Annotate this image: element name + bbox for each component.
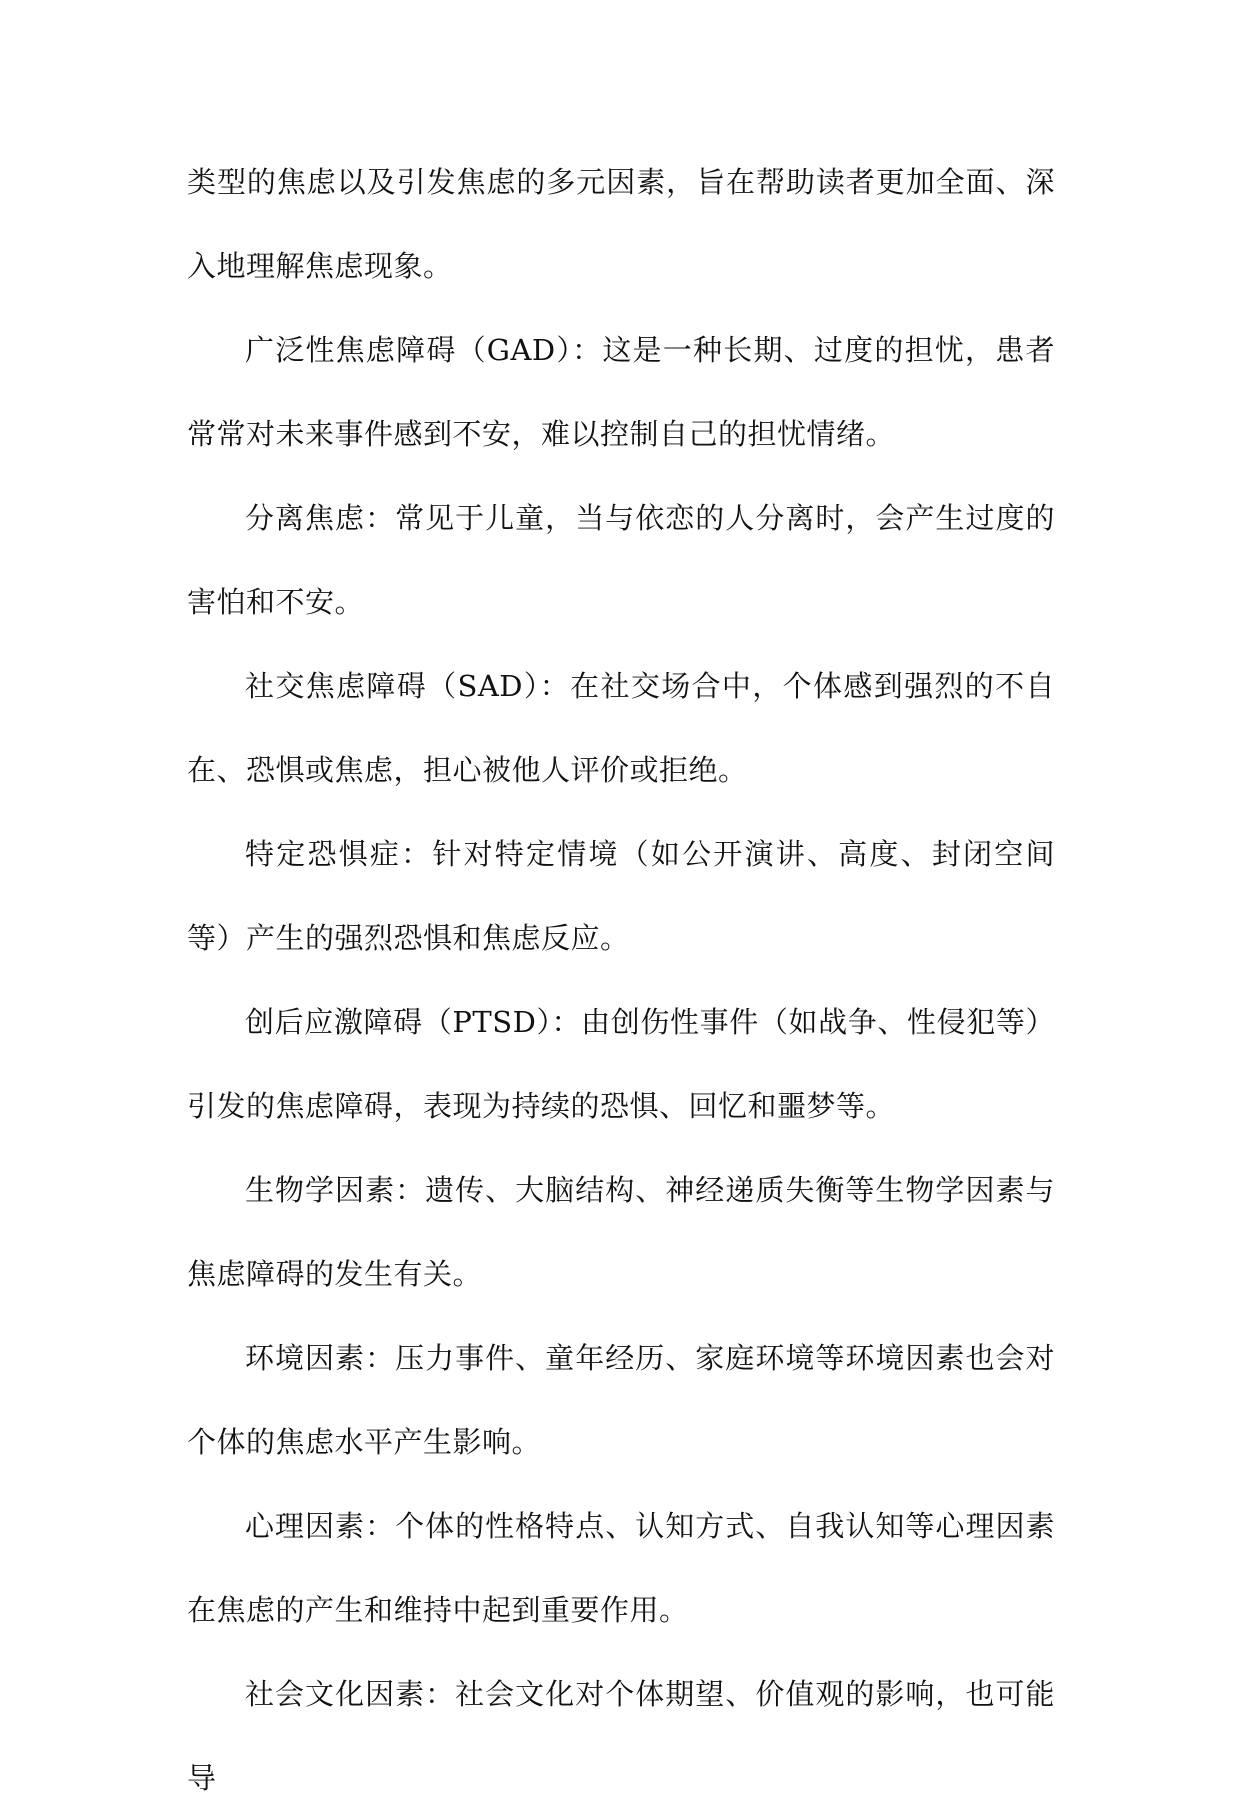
paragraph-intro-continuation: 类型的焦虑以及引发焦虑的多元因素，旨在帮助读者更加全面、深入地理解焦虑现象。 xyxy=(187,165,1055,283)
paragraph-separation-anxiety: 分离焦虑：常见于儿童，当与依恋的人分离时，会产生过度的害怕和不安。 xyxy=(187,501,1055,619)
document-body xyxy=(187,140,1055,1820)
paragraph-gad: 广泛性焦虑障碍（GAD）：这是一种长期、过度的担忧，患者常常对未来事件感到不安，难以控制自己的担忧情绪。 xyxy=(187,333,1055,451)
paragraph-environmental-factors: 环境因素：压力事件、童年经历、家庭环境等环境因素也会对个体的焦虑水平产生影响。 xyxy=(187,1341,1055,1459)
paragraph-psychological-factors: 心理因素：个体的性格特点、认知方式、自我认知等心理因素在焦虑的产生和维持中起到重要作用。 xyxy=(187,1509,1055,1627)
paragraph-sociocultural-factors: 社会文化因素：社会文化对个体期望、价值观的影响，也可能导 xyxy=(187,1677,1055,1795)
paragraph-ptsd: 创后应激障碍（PTSD）：由创伤性事件（如战争、性侵犯等）引发的焦虑障碍，表现为持续的恐惧、回忆和噩梦等。 xyxy=(187,1005,1055,1123)
paragraph-sad: 社交焦虑障碍（SAD）：在社交场合中，个体感到强烈的不自在、恐惧或焦虑，担心被他人评价或拒绝。 xyxy=(187,669,1055,787)
paragraph-biological-factors: 生物学因素：遗传、大脑结构、神经递质失衡等生物学因素与焦虑障碍的发生有关。 xyxy=(187,1173,1055,1291)
paragraph-specific-phobia: 特定恐惧症：针对特定情境（如公开演讲、高度、封闭空间等）产生的强烈恐惧和焦虑反应。 xyxy=(187,837,1055,955)
